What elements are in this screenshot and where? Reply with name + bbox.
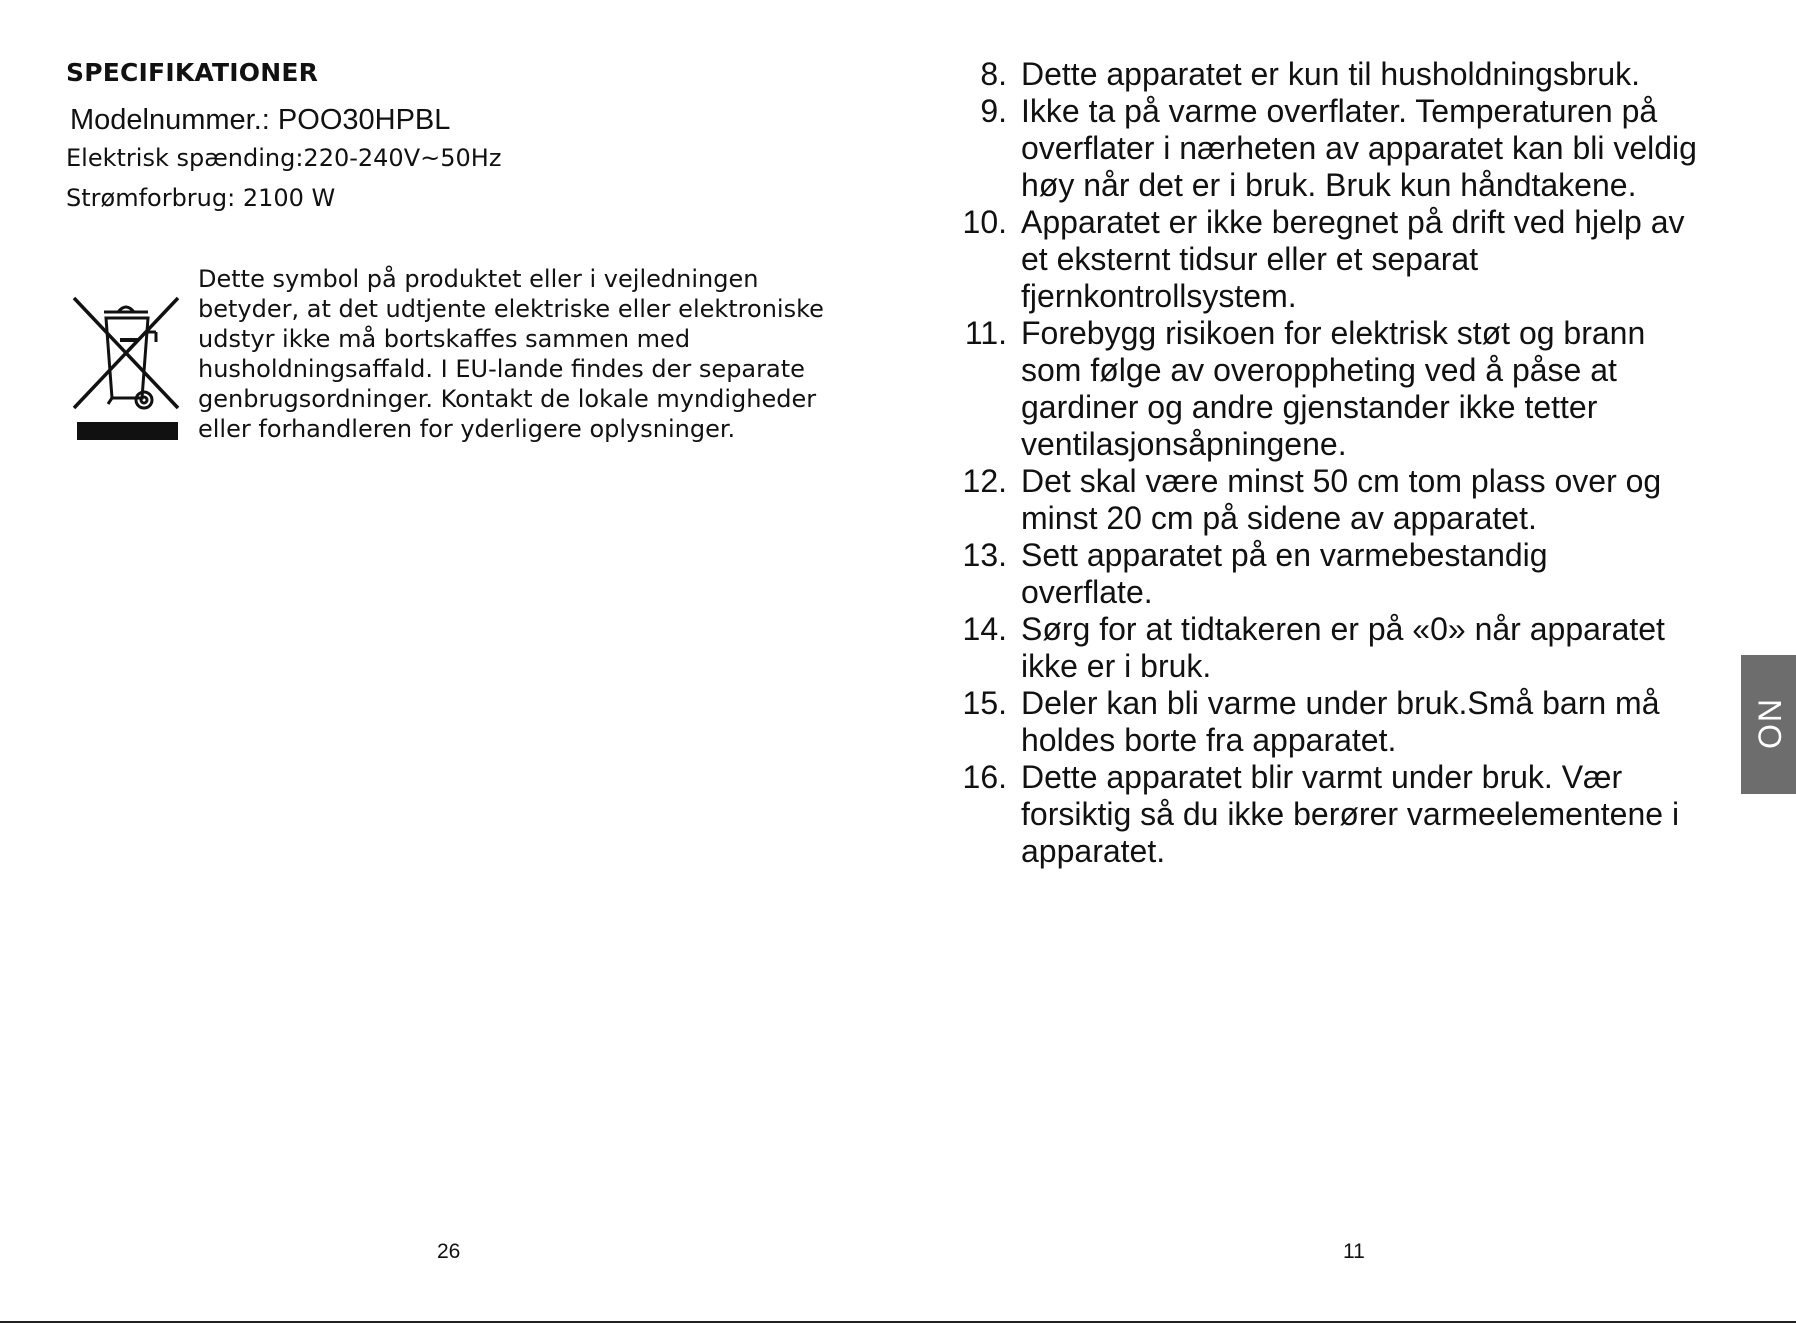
model-number: Modelnummer.: POO30HPBL bbox=[70, 104, 451, 136]
item-number: 9. bbox=[980, 93, 1007, 129]
language-tab bbox=[1741, 655, 1796, 794]
item-text-line: forsiktig så du ikke berører varmeelementene i bbox=[1021, 796, 1680, 832]
item-text-line: Dette apparatet er kun til husholdningsbruk. bbox=[1021, 56, 1641, 92]
item-text-line: gardiner og andre gjenstander ikke tetter bbox=[1021, 389, 1598, 425]
item-text-line: Deler kan bli varme under bruk.Små barn må bbox=[1021, 685, 1660, 721]
right-page bbox=[898, 0, 1796, 1324]
notice-line: eller forhandleren for yderligere oplysninger. bbox=[198, 415, 736, 443]
item-text-line: ikke er i bruk. bbox=[1021, 648, 1212, 684]
item-number: 15. bbox=[962, 685, 1007, 721]
item-text-line: som følge av overoppheting ved å påse at bbox=[1021, 352, 1617, 388]
weee-disposal-notice bbox=[198, 264, 858, 444]
page-number: 26 bbox=[437, 1240, 461, 1263]
notice-line: genbrugsordninger. Kontakt de lokale myndigheder bbox=[198, 385, 817, 413]
page-number: 11 bbox=[1343, 1240, 1365, 1263]
notice-line: udstyr ikke må bortskaffes sammen med bbox=[198, 325, 691, 353]
item-text-line: minst 20 cm på sidene av apparatet. bbox=[1021, 500, 1537, 536]
list-item bbox=[898, 315, 1778, 463]
item-text-line: fjernkontrollsystem. bbox=[1021, 278, 1297, 314]
item-number: 10. bbox=[962, 204, 1007, 240]
item-text-line: Ikke ta på varme overflater. Temperaturen på bbox=[1021, 93, 1658, 129]
list-item bbox=[898, 537, 1778, 611]
power-spec: Strømforbrug: 2100 W bbox=[66, 184, 336, 212]
item-text-line: Apparatet er ikke beregnet på drift ved hjelp av bbox=[1021, 204, 1685, 240]
item-text-line: holdes borte fra apparatet. bbox=[1021, 722, 1397, 758]
item-text-line: høy når det er i bruk. Bruk kun håndtakene. bbox=[1021, 167, 1637, 203]
item-text-line: overflate. bbox=[1021, 574, 1153, 610]
item-number: 8. bbox=[980, 56, 1007, 92]
specifications-heading: SPECIFIKATIONER bbox=[66, 58, 319, 87]
notice-line: betyder, at det udtjente elektriske eller elektroniske bbox=[198, 295, 824, 323]
item-text-line: Dette apparatet blir varmt under bruk. Vær bbox=[1021, 759, 1623, 795]
item-text-line: Det skal være minst 50 cm tom plass over og bbox=[1021, 463, 1662, 499]
language-tab-label: NO bbox=[1751, 698, 1787, 751]
list-item bbox=[898, 93, 1778, 204]
notice-line: Dette symbol på produktet eller i vejledningen bbox=[198, 265, 759, 293]
list-item bbox=[898, 611, 1778, 685]
item-text-line: Forebygg risikoen for elektrisk støt og brann bbox=[1021, 315, 1646, 351]
item-number: 11. bbox=[964, 315, 1007, 351]
item-number: 14. bbox=[962, 611, 1007, 647]
item-number: 12. bbox=[962, 463, 1007, 499]
item-number: 16. bbox=[962, 759, 1007, 795]
list-item bbox=[898, 759, 1778, 870]
list-item bbox=[898, 204, 1778, 315]
weee-bin-icon bbox=[68, 292, 184, 442]
notice-line: husholdningsaffald. I EU-lande findes der separate bbox=[198, 355, 805, 383]
item-text-line: et eksternt tidsur eller et separat bbox=[1021, 241, 1479, 277]
bottom-divider bbox=[0, 1321, 1796, 1323]
item-text-line: Sett apparatet på en varmebestandig bbox=[1021, 537, 1548, 573]
item-text-line: apparatet. bbox=[1021, 833, 1166, 869]
safety-instructions-list bbox=[898, 56, 1778, 870]
voltage-spec: Elektrisk spænding:220-240V~50Hz bbox=[66, 144, 502, 172]
item-text-line: overflater i nærheten av apparatet kan bli veldig bbox=[1021, 130, 1697, 166]
list-item bbox=[898, 56, 1778, 93]
list-item bbox=[898, 685, 1778, 759]
item-text-line: Sørg for at tidtakeren er på «0» når apparatet bbox=[1021, 611, 1665, 647]
item-text-line: ventilasjonsåpningene. bbox=[1021, 426, 1347, 462]
list-item bbox=[898, 463, 1778, 537]
item-number: 13. bbox=[962, 537, 1007, 573]
